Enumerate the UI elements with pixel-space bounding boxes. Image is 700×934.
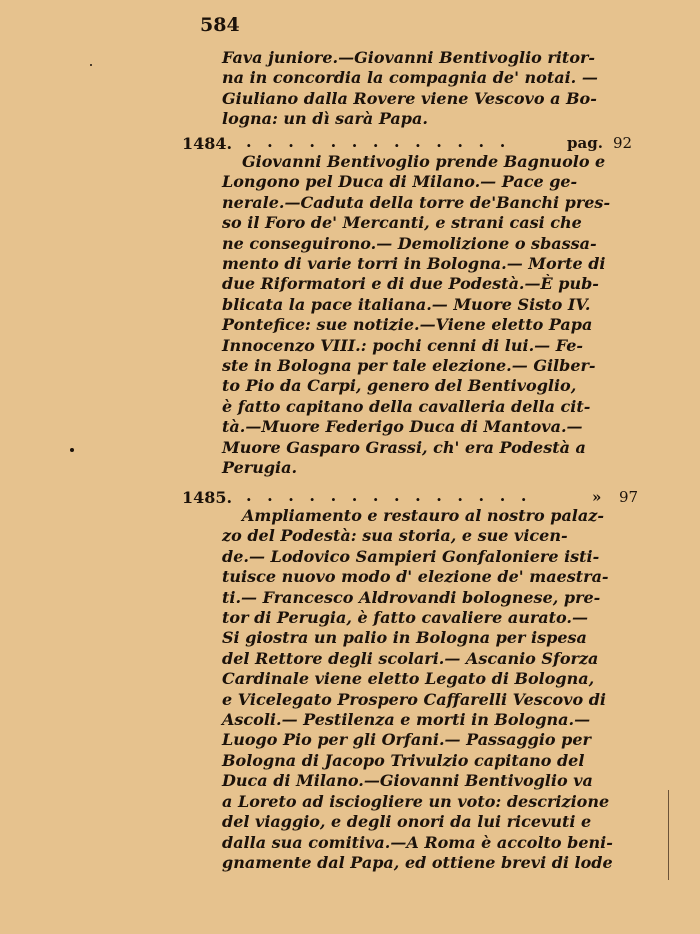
text-line: Giovanni Bentivoglio prende Bagnuolo e xyxy=(242,152,606,171)
page-ref-number: 92 xyxy=(613,134,633,152)
text-line: logna: un dì sarà Papa. xyxy=(222,109,428,129)
margin-rule xyxy=(668,790,669,880)
text-line: to Pio da Carpi, genero del Bentivoglio, xyxy=(222,376,577,396)
text-line: Bologna di Jacopo Trivulzio capitano del xyxy=(222,750,585,770)
text-line: Giuliano dalla Rovere viene Vescovo a Bo- xyxy=(222,88,597,108)
text-line: del viaggio, e degli onori da lui ricevuti e xyxy=(222,812,592,832)
text-line: tor di Perugia, è fatto cavaliere aurato.— xyxy=(222,608,588,628)
paper-speck xyxy=(70,448,74,452)
text-line: Muore Gasparo Grassi, ch' era Podestà a xyxy=(222,437,586,457)
entry-year: 1484. xyxy=(182,134,233,153)
text-line: gnamente dal Papa, ed ottiene brevi di lode xyxy=(222,852,613,872)
text-line: zo del Podestà: sua storia, e sue vicen- xyxy=(222,526,568,546)
dot-leader: . . . . . . . . . . . . . xyxy=(246,132,511,151)
text-line: Longono pel Duca di Milano.— Pace ge- xyxy=(222,172,578,192)
dot-leader: . . . . . . . . . . . . . . xyxy=(246,486,532,505)
text-line: ne conseguirono.— Demolizione o sbassa- xyxy=(222,233,597,253)
text-line: due Riformatori e di due Podestà.—È pub- xyxy=(222,274,599,294)
text-line: ti.— Francesco Aldrovandi bolognese, pre- xyxy=(222,587,601,607)
paper-speck xyxy=(90,64,92,66)
text-line: tà.—Muore Federigo Duca di Mantova.— xyxy=(222,417,583,437)
entry-1484 xyxy=(0,132,700,478)
entry-text xyxy=(222,506,612,873)
text-line: tuisce nuovo modo d' elezione de' maestra- xyxy=(222,567,609,587)
text-line: a Loreto ad isciogliere un voto: descrizione xyxy=(222,791,610,811)
text-line: Cardinale viene eletto Legato di Bologna, xyxy=(222,669,595,689)
text-line: na in concordia la compagnia de' notai. — xyxy=(222,68,598,88)
text-line: è fatto capitano della cavalleria della cit- xyxy=(222,396,591,416)
text-line: Fava juniore.—Giovanni Bentivoglio ritor- xyxy=(222,48,596,67)
page-ref-label: » xyxy=(592,488,602,506)
text-line: e Vicelegato Prospero Caffarelli Vescovo di xyxy=(222,689,606,709)
text-line: so il Foro de' Mercanti, e strani casi che xyxy=(222,213,582,233)
entry-text xyxy=(222,152,612,479)
text-line: de.— Lodovico Sampieri Gonfaloniere isti- xyxy=(222,546,600,566)
text-line: dalla sua comitiva.—A Roma è accolto beni- xyxy=(222,832,613,852)
text-line: ste in Bologna per tale elezione.— Gilber- xyxy=(222,356,596,376)
text-line: Ascoli.— Pestilenza e morti in Bologna.— xyxy=(222,710,591,730)
page-number: 584 xyxy=(200,14,240,36)
text-line: Innocenzo VIII.: pochi cenni di lui.— Fe- xyxy=(222,335,584,355)
text-line: Luogo Pio per gli Orfani.— Passaggio per xyxy=(222,730,591,750)
page-ref-number: 97 xyxy=(619,488,639,506)
text-line: nerale.—Caduta della torre de'Banchi pres- xyxy=(222,192,611,212)
text-line: Duca di Milano.—Giovanni Bentivoglio va xyxy=(222,771,593,791)
text-line: Si giostra un palio in Bologna per ispesa xyxy=(222,628,587,648)
intro-text xyxy=(222,48,612,130)
entry-year: 1485. xyxy=(182,488,233,507)
entry-1485 xyxy=(0,486,700,872)
text-line: Perugia. xyxy=(222,458,298,478)
text-line: blicata la pace italiana.— Muore Sisto IV. xyxy=(222,294,591,314)
page-ref-label: pag. xyxy=(567,134,603,152)
text-line: mento di varie torri in Bologna.— Morte di xyxy=(222,254,606,274)
text-line: del Rettore degli scolari.— Ascanio Sforza xyxy=(222,648,599,668)
text-line: Ampliamento e restauro al nostro palaz- xyxy=(242,506,604,525)
text-line: Pontefice: sue notizie.—Viene eletto Papa xyxy=(222,315,593,335)
